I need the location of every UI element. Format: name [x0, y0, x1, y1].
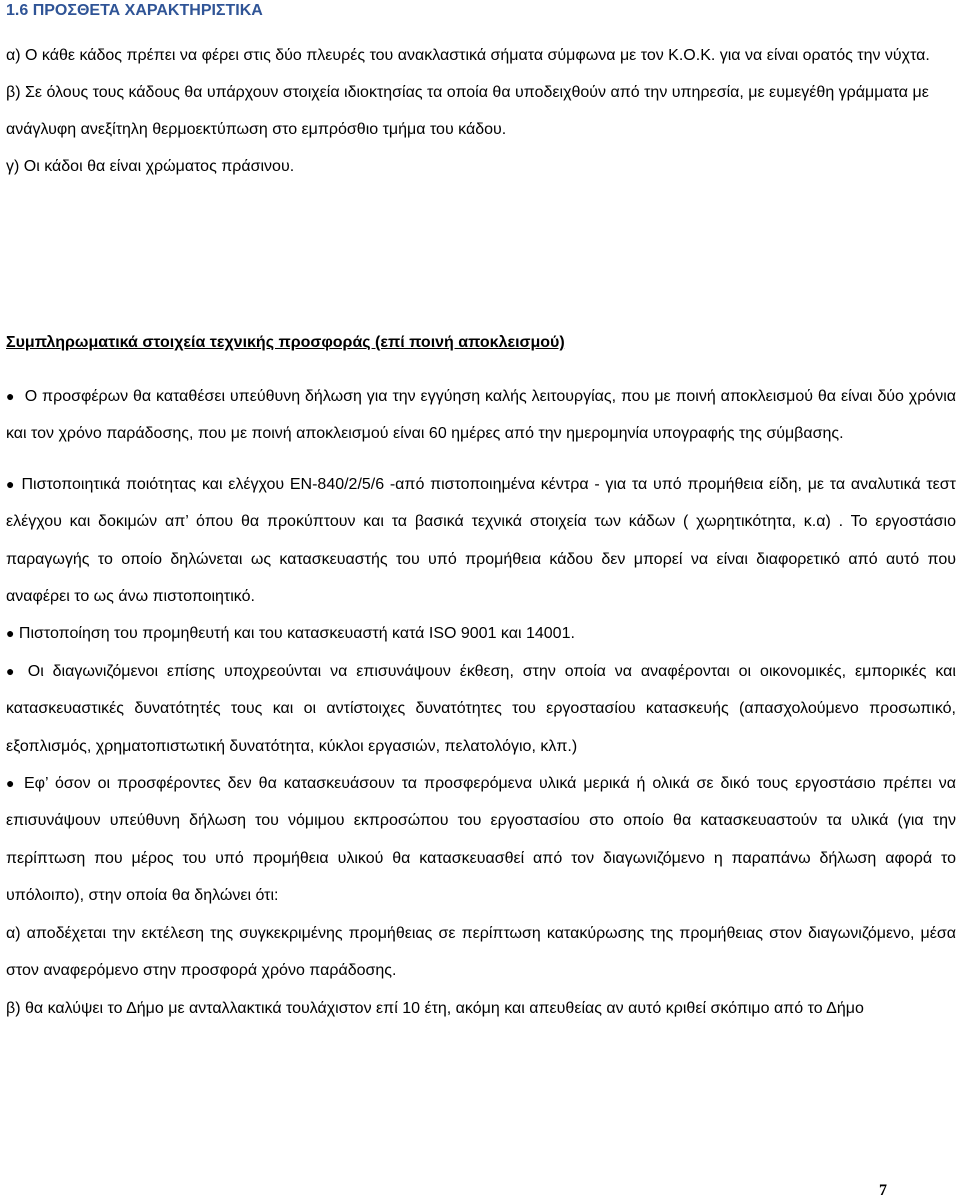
paragraph-manufacturer-declaration-text: Εφ’ όσον οι προσφέροντες δεν θα κατασκευάσουν τα προσφερόμενα υλικά μερικά ή ολικά σε δικό τους εργοστάσιο πρέπει να επισυνάψουν υπεύθυνη δήλωση του νόμιμου εκπροσώπου του εργοστασίου στο οποίο θα κατασκευαστούν τα υλικά (για την περίπτωση που μέρος του υπό προμήθεια υλικού θα κατασκευασθεί από τον διαγωνιζόμενο η παραπάνω δήλωση αφορά το υπόλοιπο), στην οποία θα δηλώνει ότι:	[6, 775, 956, 905]
section-heading: 1.6 ΠΡΟΣΘΕΤΑ ΧΑΡΑΚΤΗΡΙΣΤΙΚΑ	[6, 2, 263, 19]
supplementary-section	[6, 378, 956, 1027]
paragraph-manufacturer-declaration	[6, 765, 956, 915]
paragraph-declaration-item-b: β) θα καλύψει το Δήμο με ανταλλακτικά τουλάχιστον επί 10 έτη, ακόμη και απευθείας αν αυτό κριθεί σκόπιμο από το Δήμο	[6, 999, 864, 1017]
bullet-icon: ●	[6, 775, 17, 792]
feature-reflective-signs: α) Ο κάθε κάδος πρέπει να φέρει στις δύο πλευρές του ανακλαστικά σήματα σύμφωνα με τον Κ.Ο.Κ. για να είναι ορατός την νύχτα.	[6, 47, 930, 64]
bullet-icon: ●	[6, 625, 15, 642]
paragraph-warranty	[6, 378, 956, 453]
feature-bin-color: γ) Οι κάδοι θα είναι χρώματος πράσινου.	[6, 158, 295, 175]
supplementary-heading: Συμπληρωματικά στοιχεία τεχνικής προσφοράς (επί ποινή αποκλεισμού)	[6, 334, 565, 351]
page-number: 7	[879, 1182, 887, 1199]
feature-ownership-marks: β) Σε όλους τους κάδους θα υπάρχουν στοιχεία ιδιοκτησίας τα οποία θα υποδειχθούν από την υπηρεσία, με ευμεγέθη γράμματα με ανάγλυφη ανεξίτηλη θερμοεκτύπωση στο εμπρόσθιο τμήμα του κάδου.	[6, 84, 929, 138]
bullet-icon: ●	[6, 662, 19, 679]
paragraph-quality-certificates	[6, 466, 956, 616]
features-section	[6, 37, 952, 185]
paragraph-capabilities-report-text: Οι διαγωνιζόμενοι επίσης υποχρεούνται να επισυνάψουν έκθεση, στην οποία να αναφέρονται οι οικονομικές, εμπορικές και κατασκευαστικές δυνατότητές τους και οι αντίστοιχες δυνατότητες του εργοστασίου κατασκευής (απασχολούμενο προσωπικό, εξοπλισμός, χρηματοπιστωτική δυνατότητα, κύκλοι εργασιών, πελατολόγιο, κλπ.)	[6, 662, 956, 755]
paragraph-iso-certification	[6, 615, 956, 652]
bullet-icon: ●	[6, 475, 16, 492]
paragraph-iso-certification-text: Πιστοποίηση του προμηθευτή και του κατασκευαστή κατά ISO 9001 και 14001.	[18, 625, 575, 643]
paragraph-capabilities-report	[6, 653, 956, 765]
paragraph-quality-certificates-text: Πιστοποιητικά ποιότητας και ελέγχου ΕΝ-840/2/5/6 -από πιστοποιημένα κέντρα - για τα υπό προμήθεια είδη, με τα αναλυτικά τεστ ελέγχου και δοκιμών απ’ όπου θα προκύπτουν και τα βασικά τεχνικά στοιχεία των κάδων ( χωρητικότητα, κ.α) . Το εργοστάσιο παραγωγής το οποίο δηλώνεται ως κατασκευαστής του υπό προμήθεια κάδου δεν μπορεί να είναι διαφορετικό από αυτό που αναφέρει το ως άνω πιστοποιητικό.	[6, 475, 956, 606]
paragraph-warranty-text: Ο προσφέρων θα καταθέσει υπεύθυνη δήλωση για την εγγύηση καλής λειτουργίας, που με ποινή αποκλεισμού θα είναι δύο χρόνια και τον χρόνο παράδοσης, που με ποινή αποκλεισμού είναι 60 ημέρες από την ημερομηνία υπογραφής της σύμβασης.	[6, 388, 956, 443]
paragraph-declaration-item-a: α) αποδέχεται την εκτέλεση της συγκεκριμένης προμήθειας σε περίπτωση κατακύρωσης της προμήθειας στον διαγωνιζόμενο, μέσα στον αναφερόμενο στην προσφορά χρόνο παράδοσης.	[6, 924, 956, 980]
bullet-icon: ●	[6, 388, 15, 404]
